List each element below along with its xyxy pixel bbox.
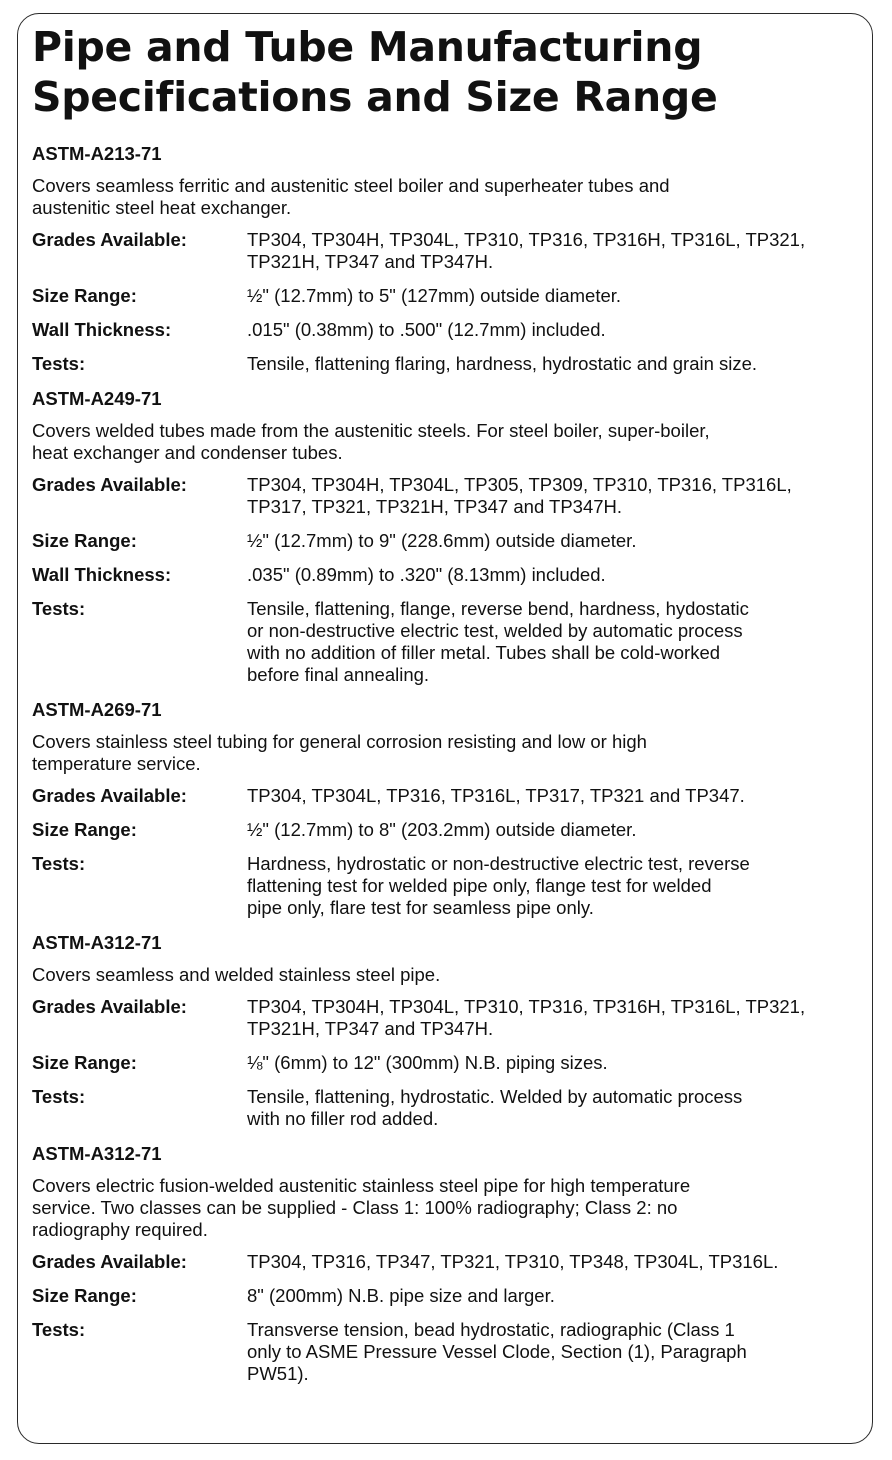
spec-row-tests [32,353,867,375]
spec-row-tests [32,1319,867,1385]
row-label: Wall Thickness: [32,564,172,585]
section-heading: ASTM-A213-71 [32,143,162,164]
row-label: Grades Available: [32,1251,187,1272]
row-label: Tests: [32,1319,86,1340]
spec-row-grades [32,474,867,518]
spec-row-size-range [32,285,867,307]
spec-section-a249 [32,387,867,686]
spec-section-a213 [32,142,867,375]
spec-section-a312-pipe [32,931,867,1130]
section-description: Covers seamless ferritic and austenitic steel boiler and superheater tubes and austenitic steel heat exchanger. [32,175,670,218]
row-value: TP304, TP304H, TP304L, TP310, TP316, TP316H, TP316L, TP321, TP321H, TP347 and TP347H. [247,996,806,1039]
spec-row-grades [32,785,867,807]
row-value: Tensile, flattening, hydrostatic. Welded by automatic process with no filler rod added. [247,1086,743,1129]
row-label: Wall Thickness: [32,319,172,340]
section-heading: ASTM-A312-71 [32,932,162,953]
row-value: Hardness, hydrostatic or non-destructive electric test, reverse flattening test for welded pipe only, flange test for welded pipe only, flare test for seamless pipe only. [247,853,750,918]
row-label: Grades Available: [32,785,187,806]
row-label: Size Range: [32,285,137,306]
row-label: Tests: [32,598,86,619]
row-value: ½" (12.7mm) to 9" (228.6mm) outside diameter. [247,530,637,551]
section-heading: ASTM-A269-71 [32,699,162,720]
section-description: Covers seamless and welded stainless steel pipe. [32,964,441,985]
section-description: Covers welded tubes made from the austenitic steels. For steel boiler, super-boiler, heat exchanger and condenser tubes. [32,420,710,463]
title-line-2: Specifications and Size Range [32,73,718,121]
row-value: Tensile, flattening flaring, hardness, hydrostatic and grain size. [247,353,758,374]
spec-row-tests [32,853,867,919]
title-line-1: Pipe and Tube Manufacturing [32,23,703,71]
spec-sections [32,142,867,1397]
row-label: Tests: [32,853,86,874]
row-label: Grades Available: [32,474,187,495]
row-value: Transverse tension, bead hydrostatic, radiographic (Class 1 only to ASME Pressure Vessel Clode, Section (1), Paragraph PW51). [247,1319,747,1384]
row-label: Size Range: [32,819,137,840]
section-heading: ASTM-A312-71 [32,1143,162,1164]
row-label: Size Range: [32,1285,137,1306]
row-value: 8" (200mm) N.B. pipe size and larger. [247,1285,555,1306]
row-value: TP304, TP304H, TP304L, TP305, TP309, TP310, TP316, TP316L, TP317, TP321, TP321H, TP347 and TP347H. [247,474,792,517]
section-heading: ASTM-A249-71 [32,388,162,409]
spec-row-grades [32,1251,867,1273]
spec-row-size-range [32,1285,867,1307]
spec-row-size-range [32,530,867,552]
row-value: ½" (12.7mm) to 5" (127mm) outside diameter. [247,285,622,306]
row-label: Size Range: [32,1052,137,1073]
spec-section-a269 [32,698,867,919]
row-value: TP304, TP316, TP347, TP321, TP310, TP348, TP304L, TP316L. [247,1251,779,1272]
section-description: Covers electric fusion-welded austenitic stainless steel pipe for high temperature service. Two classes can be supplied - Class 1: 100% radiography; Class 2: no radiography required. [32,1175,691,1240]
spec-row-wall-thickness [32,319,867,341]
row-value: .015" (0.38mm) to .500" (12.7mm) included. [247,319,606,340]
spec-row-tests [32,1086,867,1130]
row-label: Grades Available: [32,229,187,250]
row-value: ½" (12.7mm) to 8" (203.2mm) outside diameter. [247,819,637,840]
row-label: Grades Available: [32,996,187,1017]
spec-section-a312-fusion [32,1142,867,1385]
spec-row-size-range [32,1052,867,1074]
spec-row-tests [32,598,867,686]
row-value: ⅛" (6mm) to 12" (300mm) N.B. piping sizes. [247,1052,608,1073]
row-label: Tests: [32,353,86,374]
spec-row-wall-thickness [32,564,867,586]
spec-row-grades [32,229,867,273]
section-description: Covers stainless steel tubing for general corrosion resisting and low or high temperature service. [32,731,647,774]
row-value: TP304, TP304H, TP304L, TP310, TP316, TP316H, TP316L, TP321, TP321H, TP347 and TP347H. [247,229,806,272]
page-title [32,22,717,122]
row-value: Tensile, flattening, flange, reverse bend, hardness, hydostatic or non-destructive electric test, welded by automatic process with no addition of filler metal. Tubes shall be cold-worked before final annealing. [247,598,749,685]
row-label: Tests: [32,1086,86,1107]
row-value: .035" (0.89mm) to .320" (8.13mm) included. [247,564,606,585]
row-value: TP304, TP304L, TP316, TP316L, TP317, TP321 and TP347. [247,785,745,806]
spec-row-size-range [32,819,867,841]
row-label: Size Range: [32,530,137,551]
spec-row-grades [32,996,867,1040]
